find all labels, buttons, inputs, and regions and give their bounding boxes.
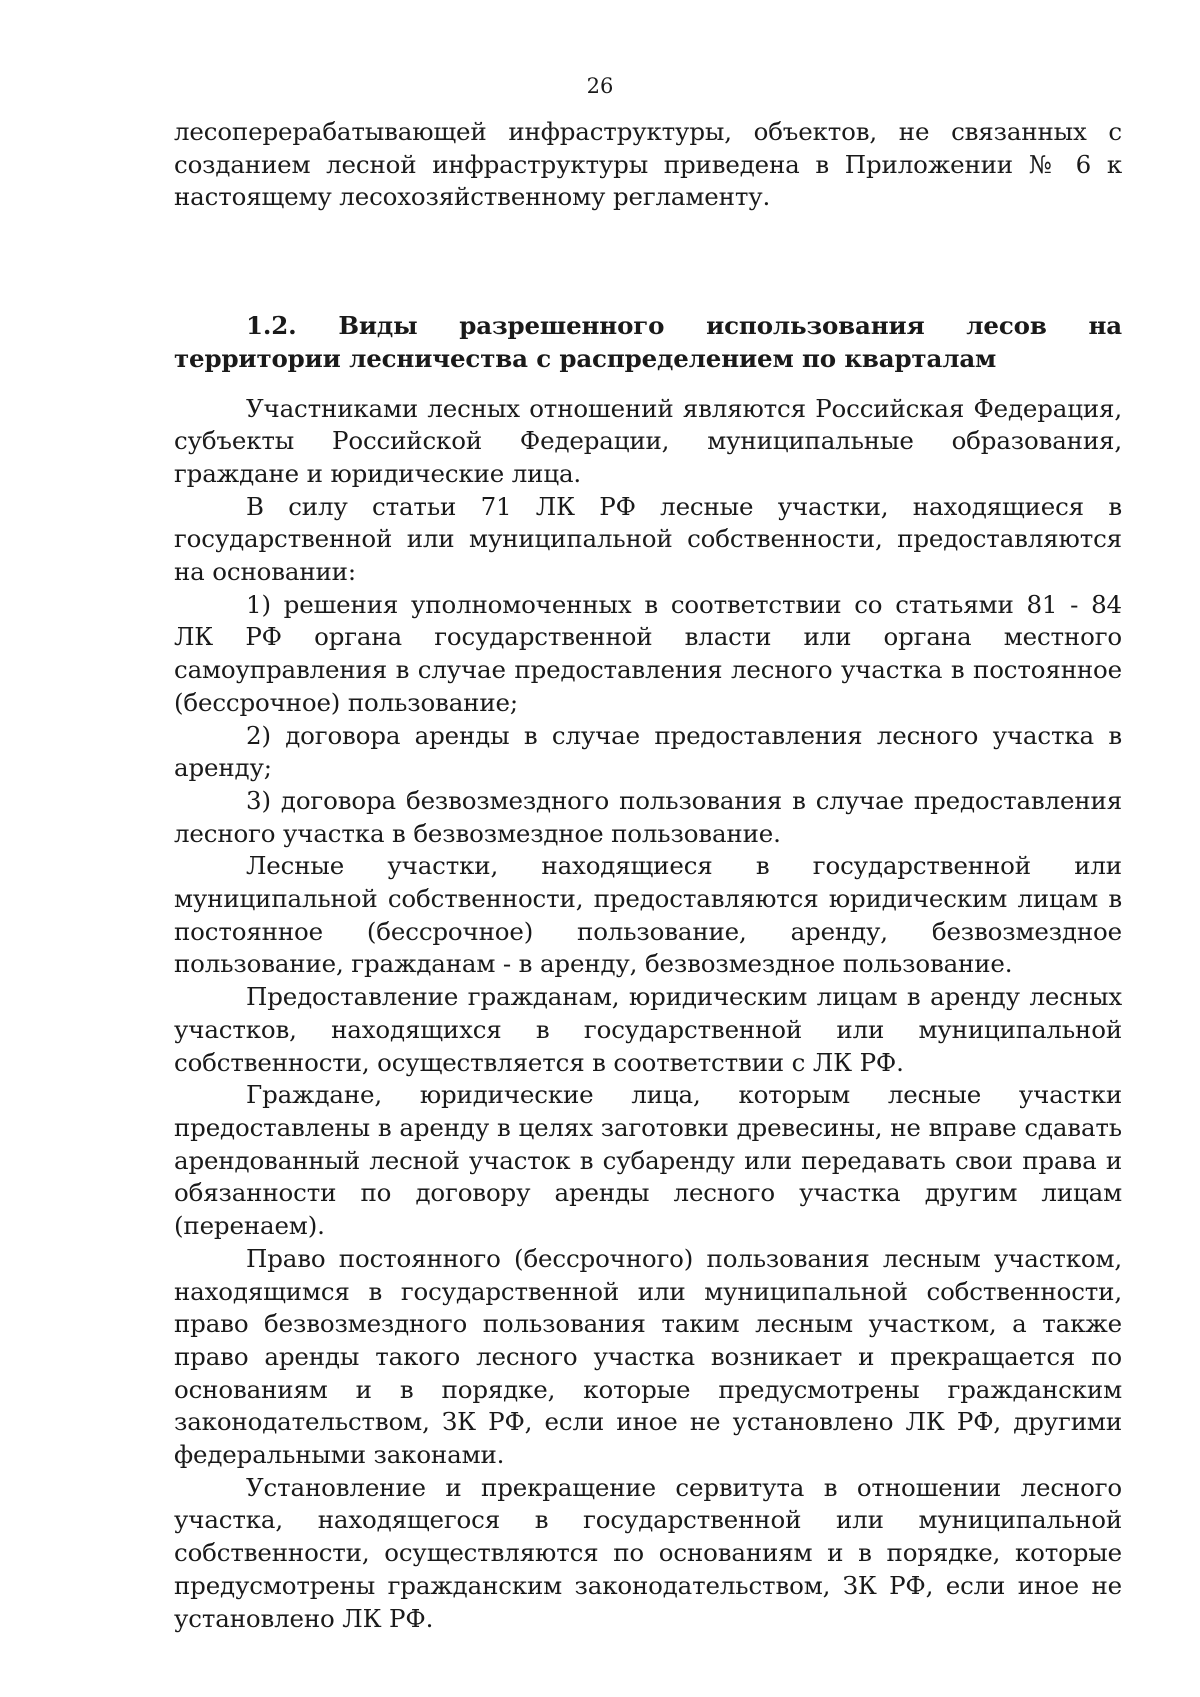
list-item-2: 2) договора аренды в случае предоставления лесного участка в аренду;	[174, 720, 1122, 783]
section-heading: 1.2. Виды разрешенного использования лесов на территории лесничества с распределением по кварталам	[174, 311, 1122, 373]
paragraph-sublease: Граждане, юридические лица, которым лесные участки предоставлены в аренду в целях заготовки древесины, не вправе сдавать арендованный лесной участок в субаренду или передавать свои права и обязанности по договору аренды лесного участка другим лицам (перенаем).	[174, 1080, 1122, 1241]
paragraph-lease: Предоставление гражданам, юридическим лицам в аренду лесных участков, находящихся в государственной или муниципальной собственности, осуществляется в соответствии с ЛК РФ.	[174, 982, 1122, 1077]
paragraph-provision: Лесные участки, находящиеся в государственной или муниципальной собственности, предоставляются юридическим лицам в постоянное (бессрочное) пользование, аренду, безвозмездное пользование, гражданам - в аренду, безвозмездное пользование.	[174, 851, 1122, 979]
paragraph-article-71: В силу статьи 71 ЛК РФ лесные участки, находящиеся в государственной или муниципальной собственности, предоставляются на основании:	[174, 491, 1122, 587]
paragraph-participants: Участниками лесных отношений являются Российская Федерация, субъекты Российской Федерации, муниципальные образования, граждане и юридические лица.	[174, 393, 1122, 488]
document-body	[174, 116, 1122, 1635]
intro-paragraph: лесоперерабатывающей инфраструктуры, объектов, не связанных с созданием лесной инфраструктуры приведена в Приложении № 6 к настоящему лесохозяйственному регламенту.	[174, 117, 1122, 212]
list-item-3: 3) договора безвозмездного пользования в случае предоставления лесного участка в безвозмездное пользование.	[174, 785, 1122, 848]
paragraph-servitude: Установление и прекращение сервитута в отношении лесного участка, находящегося в государственной или муниципальной собственности, осуществляются по основаниям и в порядке, которые предусмотрены гражданским законодательством, ЗК РФ, если иное не установлено ЛК РФ.	[174, 1472, 1122, 1633]
page-number: 26	[586, 74, 614, 98]
list-item-1: 1) решения уполномоченных в соответствии со статьями 81 - 84 ЛК РФ органа государственной власти или органа местного самоуправления в случае предоставления лесного участка в постоянное (бессрочное) пользование;	[174, 589, 1122, 717]
paragraph-rights: Право постоянного (бессрочного) пользования лесным участком, находящимся в государственной или муниципальной собственности, право безвозмездного пользования таким лесным участком, а также право аренды такого лесного участка возникает и прекращается по основаниям и в порядке, которые предусмотрены гражданским законодательством, ЗК РФ, если иное не установлено ЛК РФ, другими федеральными законами.	[174, 1243, 1122, 1470]
